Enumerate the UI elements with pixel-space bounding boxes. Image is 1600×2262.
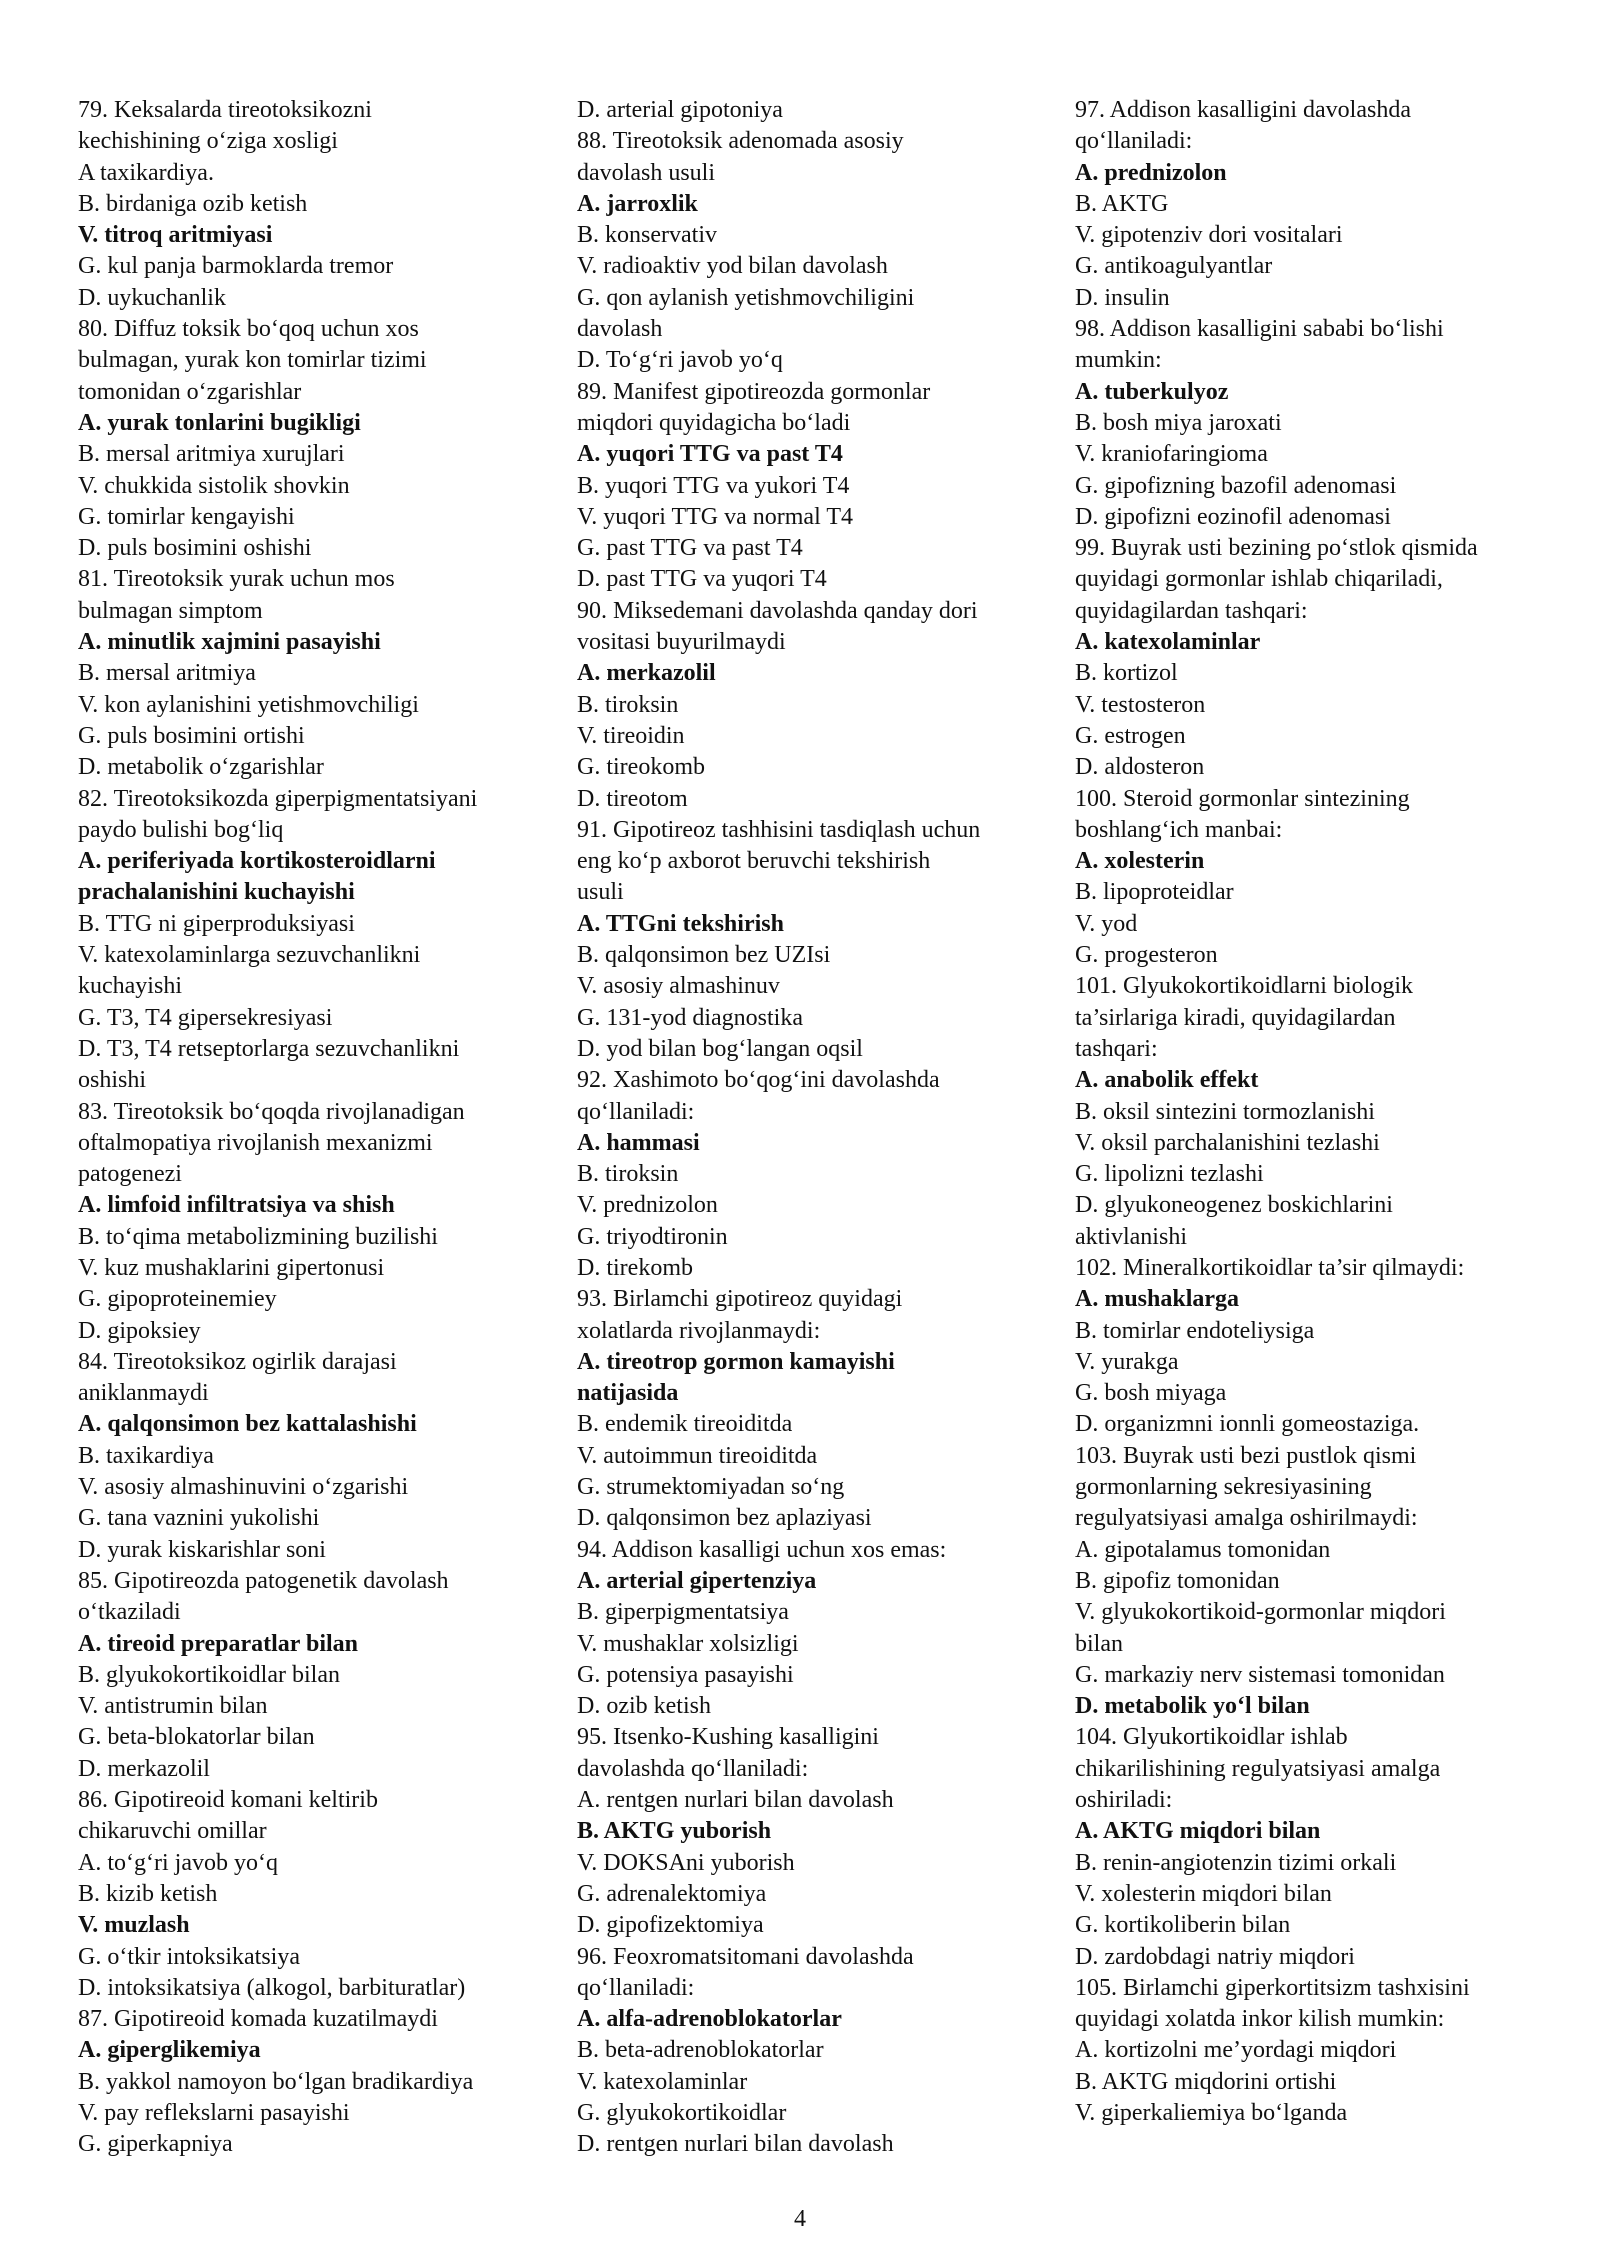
answer-line-bold: A. katexolaminlar bbox=[1075, 629, 1261, 656]
text-line: D. insulin bbox=[1075, 284, 1170, 311]
text-line: mumkin: bbox=[1075, 347, 1162, 374]
text-line: V. autoimmun tireoiditda bbox=[577, 1442, 818, 1469]
text-line: bulmagan simptom bbox=[78, 597, 263, 624]
text-line: G. T3, T4 gipersekresiyasi bbox=[78, 1004, 333, 1031]
text-line: V. asosiy almashinuvini o‘zgarishi bbox=[78, 1474, 409, 1501]
text-line: B. taxikardiya bbox=[78, 1442, 214, 1469]
text-line: G. past TTG va past T4 bbox=[577, 535, 803, 562]
text-line: V. radioaktiv yod bilan davolash bbox=[577, 253, 888, 280]
text-line: A. to‘g‘ri javob yo‘q bbox=[78, 1849, 278, 1876]
text-line: D. metabolik o‘zgarishlar bbox=[78, 754, 324, 781]
answer-line-bold: A. anabolik effekt bbox=[1075, 1067, 1259, 1094]
text-line: 95. Itsenko-Kushing kasalligini bbox=[577, 1724, 879, 1751]
text-line: G. markaziy nerv sistemasi tomonidan bbox=[1075, 1661, 1445, 1688]
text-line: B. yuqori TTG va yukori T4 bbox=[577, 472, 850, 499]
text-line: chikaruvchi omillar bbox=[78, 1818, 267, 1845]
text-line: B. renin-angiotenzin tizimi orkali bbox=[1075, 1849, 1397, 1876]
text-line: D. zardobdagi natriy miqdori bbox=[1075, 1943, 1355, 1970]
text-line: 98. Addison kasalligini sababi bo‘lishi bbox=[1075, 316, 1444, 343]
answer-line-bold: A. yuqori TTG va past T4 bbox=[577, 441, 843, 468]
page-number: 4 bbox=[794, 2206, 806, 2232]
text-line: tashqari: bbox=[1075, 1035, 1158, 1062]
text-line: 102. Mineralkortikoidlar ta’sir qilmaydi: bbox=[1075, 1254, 1465, 1281]
answer-line-bold: A. limfoid infiltratsiya va shish bbox=[78, 1192, 395, 1219]
text-line: qo‘llaniladi: bbox=[577, 1974, 695, 2001]
text-line: tomonidan o‘zgarishlar bbox=[78, 378, 302, 405]
text-line: kechishining o‘ziga xosligi bbox=[78, 128, 338, 155]
text-line: G. beta-blokatorlar bilan bbox=[78, 1724, 315, 1751]
text-line: D. gipofizektomiya bbox=[577, 1912, 764, 1939]
text-line: G. adrenalektomiya bbox=[577, 1880, 767, 1907]
text-line: V. katexolaminlar bbox=[577, 2068, 748, 2095]
text-line: B. kortizol bbox=[1075, 660, 1178, 687]
answer-line-bold: A. minutlik xajmini pasayishi bbox=[78, 629, 381, 656]
text-line: 100. Steroid gormonlar sintezining bbox=[1075, 785, 1410, 812]
text-line: vositasi buyurilmaydi bbox=[577, 629, 786, 656]
answer-line-bold: A. tuberkulyoz bbox=[1075, 378, 1229, 405]
text-line: B. TTG ni giperproduksiyasi bbox=[78, 910, 355, 937]
text-line: D. T3, T4 retseptorlarga sezuvchanlikni bbox=[78, 1035, 460, 1062]
text-line: D. uykuchanlik bbox=[78, 284, 226, 311]
text-line: V. gipotenziv dori vositalari bbox=[1075, 222, 1343, 249]
text-line: davolash bbox=[577, 316, 663, 343]
text-line: V. katexolaminlarga sezuvchanlikni bbox=[78, 942, 421, 969]
answer-line-bold: A. TTGni tekshirish bbox=[577, 910, 784, 937]
text-line: G. kul panja barmoklarda tremor bbox=[78, 253, 394, 280]
text-line: D. gipoksiey bbox=[78, 1317, 201, 1344]
text-line: B. mersal aritmiya xurujlari bbox=[78, 441, 345, 468]
text-line: oshiriladi: bbox=[1075, 1787, 1173, 1814]
text-line: D. arterial gipotoniya bbox=[577, 97, 783, 123]
text-line: B. konservativ bbox=[577, 222, 717, 249]
text-line: G. tomirlar kengayishi bbox=[78, 503, 295, 530]
answer-line-bold: A. merkazolil bbox=[577, 660, 716, 687]
text-line: B. birdaniga ozib ketish bbox=[78, 190, 308, 217]
text-line: 89. Manifest gipotireozda gormonlar bbox=[577, 378, 931, 405]
text-line: 87. Gipotireoid komada kuzatilmaydi bbox=[78, 2006, 438, 2033]
text-line: B. endemik tireoiditda bbox=[577, 1411, 793, 1438]
answer-line-bold: A. tireotrop gormon kamayishi bbox=[577, 1348, 895, 1375]
text-line: D. past TTG va yuqori T4 bbox=[577, 566, 827, 593]
text-line: qo‘llaniladi: bbox=[577, 1098, 695, 1125]
answer-line-bold: A. qalqonsimon bez kattalashishi bbox=[78, 1411, 417, 1438]
text-line: G. puls bosimini ortishi bbox=[78, 722, 305, 749]
text-line: D. glyukoneogenez boskichlarini bbox=[1075, 1192, 1393, 1219]
text-line: G. potensiya pasayishi bbox=[577, 1661, 794, 1688]
text-line: A. gipotalamus tomonidan bbox=[1075, 1536, 1331, 1563]
text-line: G. tana vaznini yukolishi bbox=[78, 1505, 320, 1532]
text-line: 92. Xashimoto bo‘qog‘ini davolashda bbox=[577, 1067, 940, 1094]
text-line: G. bosh miyaga bbox=[1075, 1380, 1227, 1407]
text-line: usuli bbox=[577, 879, 624, 906]
answer-line-bold: A. jarroxlik bbox=[577, 190, 698, 217]
answer-line-bold: A. giperglikemiya bbox=[78, 2037, 261, 2064]
text-line: patogenezi bbox=[78, 1161, 182, 1188]
text-line: 91. Gipotireoz tashhisini tasdiqlash uchun bbox=[577, 816, 981, 843]
text-line: quyidagilardan tashqari: bbox=[1075, 597, 1308, 624]
text-line: 97. Addison kasalligini davolashda bbox=[1075, 97, 1411, 123]
text-line: B. lipoproteidlar bbox=[1075, 879, 1234, 906]
text-line: B. tomirlar endoteliysiga bbox=[1075, 1317, 1315, 1344]
text-line: D. puls bosimini oshishi bbox=[78, 535, 312, 562]
text-line: D. rentgen nurlari bilan davolash bbox=[577, 2131, 894, 2158]
text-line: A taxikardiya. bbox=[78, 159, 214, 186]
text-line: B. giperpigmentatsiya bbox=[577, 1599, 789, 1626]
text-line: V. glyukokortikoid-gormonlar miqdori bbox=[1075, 1599, 1446, 1626]
text-line: V. prednizolon bbox=[577, 1192, 718, 1219]
text-line: G. tireokomb bbox=[577, 754, 705, 781]
text-line: V. tireoidin bbox=[577, 722, 685, 749]
answer-line-bold: A. arterial gipertenziya bbox=[577, 1567, 817, 1594]
text-line: B. AKTG bbox=[1075, 190, 1169, 217]
text-line: V. testosteron bbox=[1075, 691, 1206, 718]
text-line: G. gipoproteinemiey bbox=[78, 1286, 277, 1313]
answer-line-bold: A. alfa-adrenoblokatorlar bbox=[577, 2006, 842, 2033]
column-3 bbox=[1075, 95, 1555, 2129]
text-line: G. strumektomiyadan so‘ng bbox=[577, 1474, 845, 1501]
answer-line-bold: prachalanishini kuchayishi bbox=[78, 879, 355, 906]
text-line: A. kortizolni me’yordagi miqdori bbox=[1075, 2037, 1397, 2064]
text-line: regulyatsiyasi amalga oshirilmaydi: bbox=[1075, 1505, 1418, 1532]
text-line: D. gipofizni eozinofil adenomasi bbox=[1075, 503, 1391, 530]
text-line: 79. Keksalarda tireotoksikozni bbox=[78, 97, 372, 123]
text-line: B. beta-adrenoblokatorlar bbox=[577, 2037, 824, 2064]
text-line: gormonlarning sekresiyasining bbox=[1075, 1474, 1372, 1501]
text-line: G. lipolizni tezlashi bbox=[1075, 1161, 1264, 1188]
text-line: qo‘llaniladi: bbox=[1075, 128, 1193, 155]
text-line: 83. Tireotoksik bo‘qoqda rivojlanadigan bbox=[78, 1098, 465, 1125]
text-line: V. xolesterin miqdori bilan bbox=[1075, 1880, 1332, 1907]
text-line: bilan bbox=[1075, 1630, 1123, 1657]
text-line: D. tireotom bbox=[577, 785, 688, 812]
text-line: B. yakkol namoyon bo‘lgan bradikardiya bbox=[78, 2068, 474, 2095]
text-line: aktivlanishi bbox=[1075, 1223, 1187, 1250]
text-line: B. gipofiz tomonidan bbox=[1075, 1567, 1280, 1594]
text-line: miqdori quyidagicha bo‘ladi bbox=[577, 409, 851, 436]
text-line: V. chukkida sistolik shovkin bbox=[78, 472, 350, 499]
column-2 bbox=[577, 95, 1057, 2161]
text-line: boshlang‘ich manbai: bbox=[1075, 816, 1283, 843]
text-line: 85. Gipotireozda patogenetik davolash bbox=[78, 1567, 449, 1594]
text-line: A. rentgen nurlari bilan davolash bbox=[577, 1787, 894, 1814]
text-line: 82. Tireotoksikozda giperpigmentatsiyani bbox=[78, 785, 478, 812]
answer-line-bold: A. tireoid preparatlar bilan bbox=[78, 1630, 359, 1657]
answer-line-bold: A. mushaklarga bbox=[1075, 1286, 1240, 1313]
text-line: chikarilishining regulyatsiyasi amalga bbox=[1075, 1755, 1441, 1782]
text-line: D. yod bilan bog‘langan oqsil bbox=[577, 1035, 863, 1062]
text-line: 99. Buyrak usti bezining po‘stlok qismida bbox=[1075, 535, 1478, 562]
text-line: G. gipofizning bazofil adenomasi bbox=[1075, 472, 1397, 499]
text-line: B. bosh miya jaroxati bbox=[1075, 409, 1282, 436]
text-line: B. qalqonsimon bez UZIsi bbox=[577, 942, 831, 969]
text-line: ta’sirlariga kiradi, quyidagilardan bbox=[1075, 1004, 1396, 1031]
text-line: oshishi bbox=[78, 1067, 147, 1094]
text-line: G. qon aylanish yetishmovchiligini bbox=[577, 284, 915, 311]
text-line: G. kortikoliberin bilan bbox=[1075, 1912, 1291, 1939]
text-line: eng ko‘p axborot beruvchi tekshirish bbox=[577, 848, 931, 875]
text-line: davolash usuli bbox=[577, 159, 715, 186]
text-line: o‘tkaziladi bbox=[78, 1599, 181, 1626]
text-line: V. yurakga bbox=[1075, 1348, 1179, 1375]
text-line: V. yuqori TTG va normal T4 bbox=[577, 503, 853, 530]
text-line: B. mersal aritmiya bbox=[78, 660, 256, 687]
text-line: 80. Diffuz toksik bo‘qoq uchun xos bbox=[78, 316, 419, 343]
text-line: quyidagi xolatda inkor kilish mumkin: bbox=[1075, 2006, 1445, 2033]
answer-line-bold: A. AKTG miqdori bilan bbox=[1075, 1818, 1321, 1845]
text-line: G. estrogen bbox=[1075, 722, 1186, 749]
text-line: V. giperkaliemiya bo‘lganda bbox=[1075, 2100, 1348, 2126]
text-line: 101. Glyukokortikoidlarni biologik bbox=[1075, 973, 1413, 1000]
text-line: G. glyukokortikoidlar bbox=[577, 2100, 787, 2126]
answer-line-bold: V. muzlash bbox=[78, 1912, 190, 1939]
text-line: B. to‘qima metabolizmining buzilishi bbox=[78, 1223, 438, 1250]
text-line: 86. Gipotireoid komani keltirib bbox=[78, 1787, 378, 1814]
text-line: 90. Miksedemani davolashda qanday dori bbox=[577, 597, 978, 624]
text-line: G. antikoagulyantlar bbox=[1075, 253, 1273, 280]
text-line: 88. Tireotoksik adenomada asosiy bbox=[577, 128, 904, 155]
column-1 bbox=[78, 95, 558, 2161]
text-line: 104. Glyukortikoidlar ishlab bbox=[1075, 1724, 1348, 1751]
text-line: B. tiroksin bbox=[577, 1161, 679, 1188]
text-line: V. kon aylanishini yetishmovchiligi bbox=[78, 691, 419, 718]
text-line: V. mushaklar xolsizligi bbox=[577, 1630, 799, 1657]
text-line: D. ozib ketish bbox=[577, 1693, 711, 1720]
answer-line-bold: V. titroq aritmiyasi bbox=[78, 222, 273, 249]
text-line: D. intoksikatsiya (alkogol, barbituratlar) bbox=[78, 1974, 466, 2001]
text-line: G. progesteron bbox=[1075, 942, 1218, 969]
text-line: V. oksil parchalanishini tezlashi bbox=[1075, 1129, 1380, 1156]
text-line: G. triyodtironin bbox=[577, 1223, 728, 1250]
text-line: kuchayishi bbox=[78, 973, 182, 1000]
text-line: 96. Feoxromatsitomani davolashda bbox=[577, 1943, 914, 1970]
answer-line-bold: A. hammasi bbox=[577, 1129, 700, 1156]
text-line: 84. Tireotoksikoz ogirlik darajasi bbox=[78, 1348, 397, 1375]
text-line: V. DOKSAni yuborish bbox=[577, 1849, 795, 1876]
text-line: 94. Addison kasalligi uchun xos emas: bbox=[577, 1536, 947, 1563]
text-line: D. tirekomb bbox=[577, 1254, 693, 1281]
text-line: 103. Buyrak usti bezi pustlok qismi bbox=[1075, 1442, 1417, 1469]
text-line: davolashda qo‘llaniladi: bbox=[577, 1755, 809, 1782]
text-line: V. kuz mushaklarini gipertonusi bbox=[78, 1254, 385, 1281]
text-line: paydo bulishi bog‘liq bbox=[78, 816, 284, 843]
answer-line-bold: D. metabolik yo‘l bilan bbox=[1075, 1693, 1310, 1720]
text-line: G. 131-yod diagnostika bbox=[577, 1004, 803, 1031]
text-line: D. yurak kiskarishlar soni bbox=[78, 1536, 326, 1563]
text-line: D. merkazolil bbox=[78, 1755, 210, 1782]
text-line: B. glyukokortikoidlar bilan bbox=[78, 1661, 340, 1688]
text-line: D. To‘g‘ri javob yo‘q bbox=[577, 347, 783, 374]
answer-line-bold: A. prednizolon bbox=[1075, 159, 1227, 186]
answer-line-bold: natijasida bbox=[577, 1380, 679, 1407]
text-line: D. organizmni ionnli gomeostaziga. bbox=[1075, 1411, 1420, 1438]
text-line: bulmagan, yurak kon tomirlar tizimi bbox=[78, 347, 427, 374]
text-line: B. kizib ketish bbox=[78, 1880, 218, 1907]
text-line: V. pay reflekslarni pasayishi bbox=[78, 2100, 350, 2126]
text-line: G. o‘tkir intoksikatsiya bbox=[78, 1943, 300, 1970]
text-line: oftalmopatiya rivojlanish mexanizmi bbox=[78, 1129, 433, 1156]
text-line: D. aldosteron bbox=[1075, 754, 1205, 781]
text-line: V. asosiy almashinuv bbox=[577, 973, 780, 1000]
text-line: D. qalqonsimon bez aplaziyasi bbox=[577, 1505, 872, 1532]
answer-line-bold: A. xolesterin bbox=[1075, 848, 1205, 875]
text-line: 81. Tireotoksik yurak uchun mos bbox=[78, 566, 395, 593]
text-line: 93. Birlamchi gipotireoz quyidagi bbox=[577, 1286, 903, 1313]
text-line: quyidagi gormonlar ishlab chiqariladi, bbox=[1075, 566, 1443, 593]
text-line: V. yod bbox=[1075, 910, 1138, 937]
text-line: B. AKTG miqdorini ortishi bbox=[1075, 2068, 1337, 2095]
text-line: V. antistrumin bilan bbox=[78, 1693, 268, 1720]
text-line: aniklanmaydi bbox=[78, 1380, 209, 1407]
text-line: G. giperkapniya bbox=[78, 2131, 233, 2158]
answer-line-bold: A. yurak tonlarini bugikligi bbox=[78, 409, 361, 436]
answer-line-bold: B. AKTG yuborish bbox=[577, 1818, 772, 1845]
text-line: 105. Birlamchi giperkortitsizm tashxisini bbox=[1075, 1974, 1470, 2001]
text-line: xolatlarda rivojlanmaydi: bbox=[577, 1317, 821, 1344]
text-line: V. kraniofaringioma bbox=[1075, 441, 1268, 468]
text-line: B. tiroksin bbox=[577, 691, 679, 718]
answer-line-bold: A. periferiyada kortikosteroidlarni bbox=[78, 848, 436, 875]
text-line: B. oksil sintezini tormozlanishi bbox=[1075, 1098, 1375, 1125]
